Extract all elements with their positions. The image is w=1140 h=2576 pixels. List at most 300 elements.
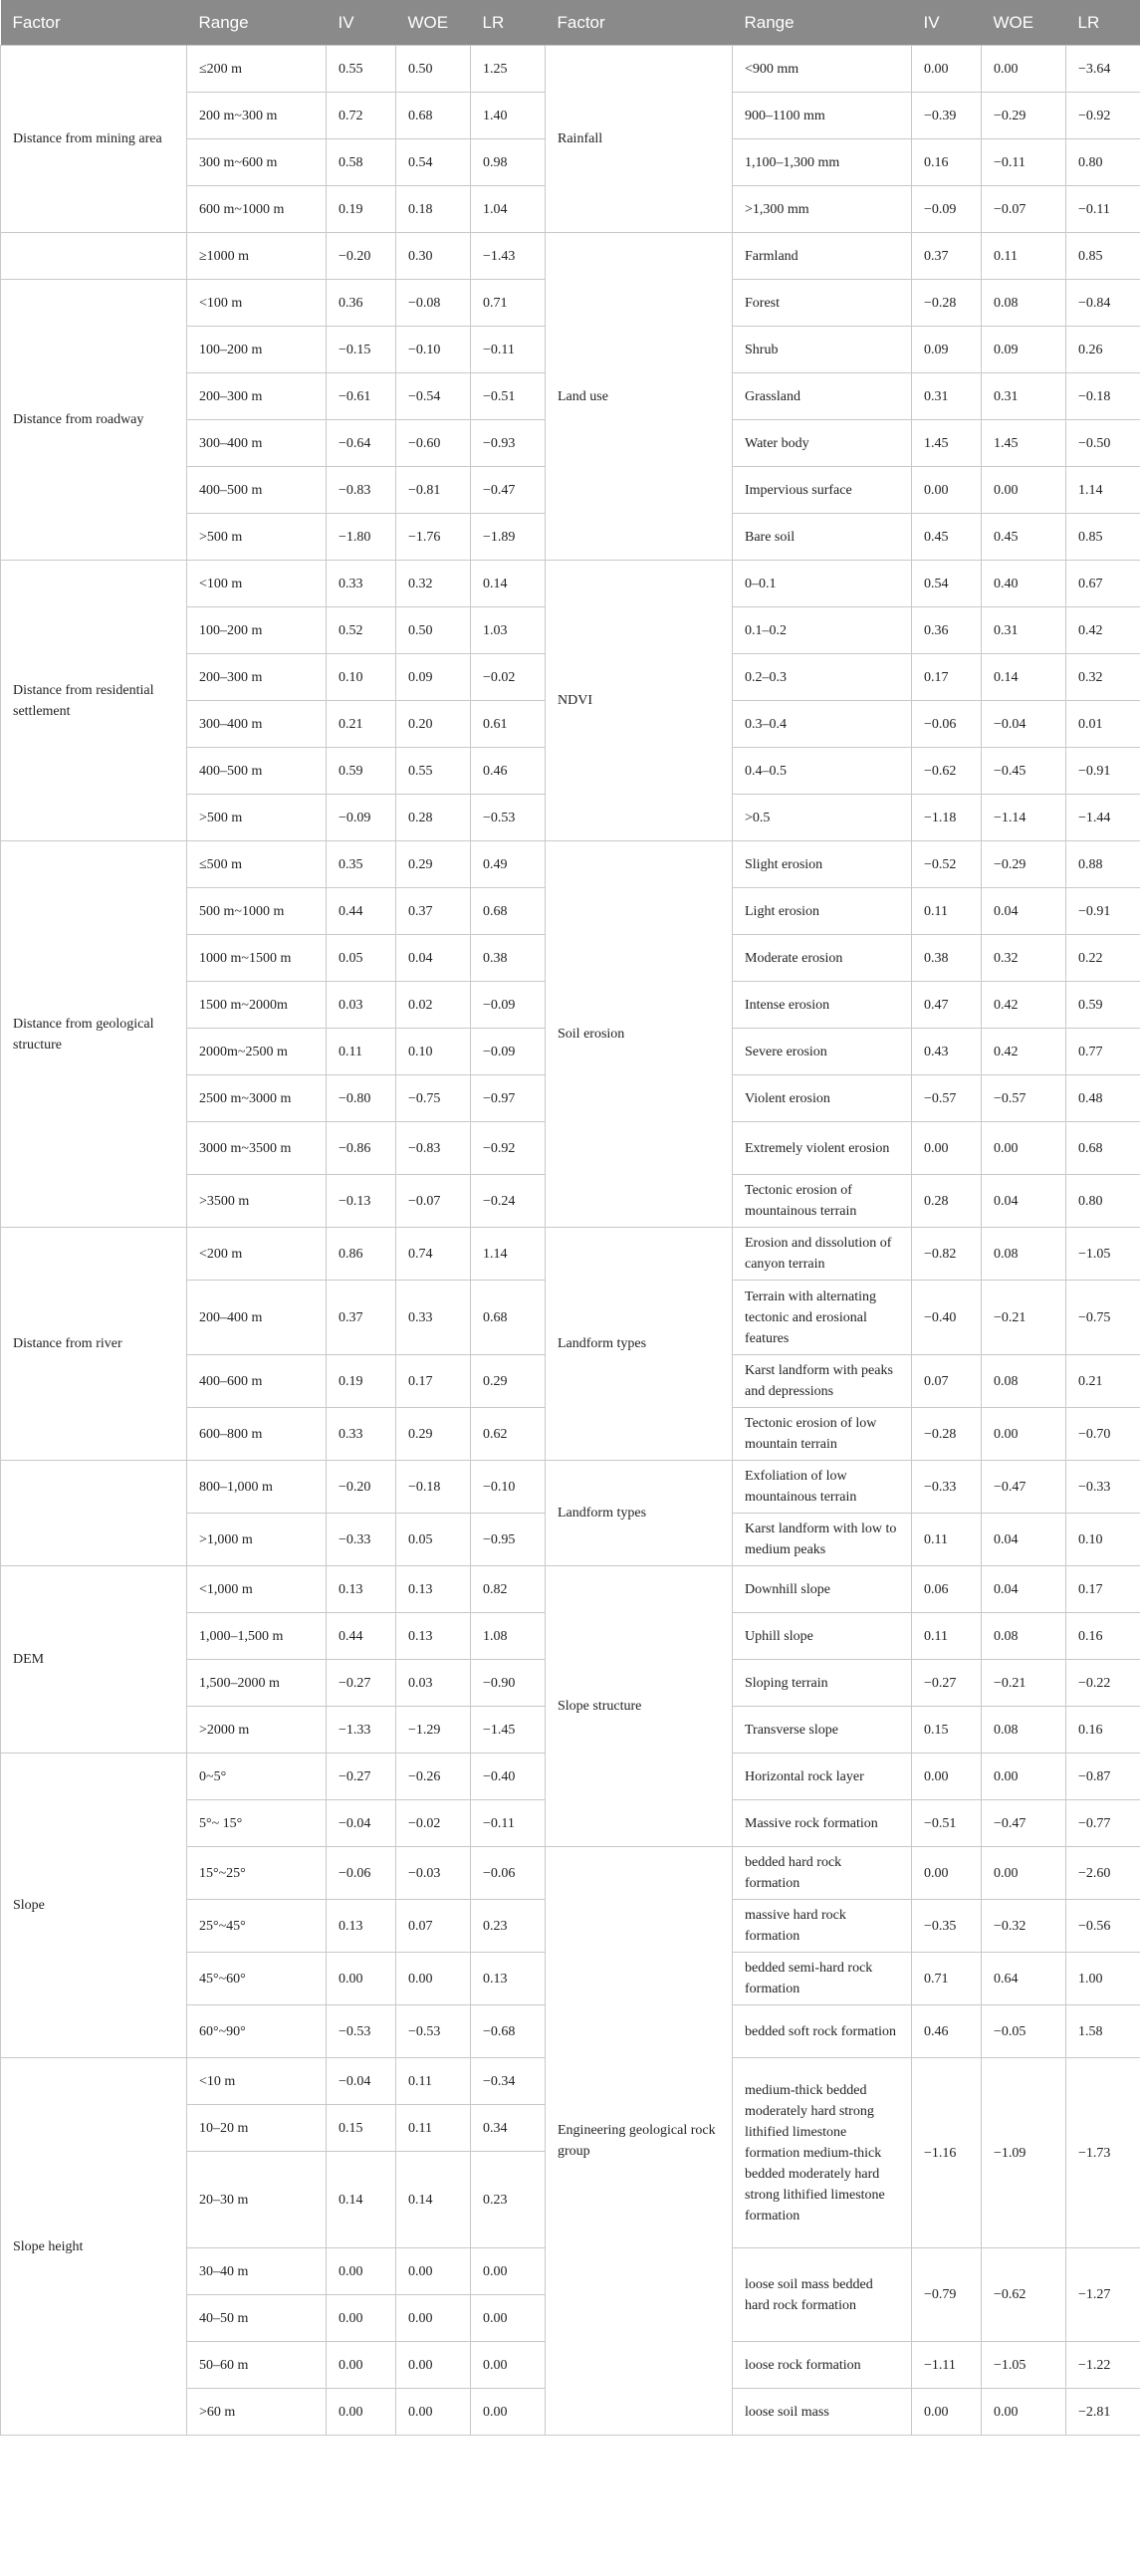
table-cell: 0.38 xyxy=(471,935,546,982)
table-cell: −0.54 xyxy=(396,373,471,420)
table-cell: −0.75 xyxy=(1066,1281,1140,1355)
table-cell: 0.03 xyxy=(396,1660,471,1707)
table-cell: 0.15 xyxy=(912,1707,982,1754)
table-cell: 0.17 xyxy=(1066,1566,1140,1613)
table-cell: −0.29 xyxy=(982,93,1066,139)
table-cell: 0.46 xyxy=(471,748,546,795)
table-cell: loose soil mass xyxy=(733,2389,912,2436)
table-cell: −0.51 xyxy=(471,373,546,420)
table-cell: 0.33 xyxy=(396,1281,471,1355)
table-cell: −0.11 xyxy=(471,1800,546,1847)
table-cell: −0.28 xyxy=(912,280,982,327)
table-cell: 200 m~300 m xyxy=(187,93,327,139)
table-cell: −0.77 xyxy=(1066,1800,1140,1847)
table-cell: 0.46 xyxy=(912,2005,982,2058)
factor-cell: Distance from mining area xyxy=(1,46,187,233)
table-cell: Extremely violent erosion xyxy=(733,1122,912,1175)
table-cell: 10–20 m xyxy=(187,2105,327,2152)
table-cell: 0.00 xyxy=(396,2295,471,2342)
table-cell: 0.04 xyxy=(982,1566,1066,1613)
table-cell: 0.55 xyxy=(327,46,396,93)
table-cell: 0.14 xyxy=(982,654,1066,701)
table-cell: 0.04 xyxy=(982,1514,1066,1566)
table-cell: −1.76 xyxy=(396,514,471,561)
table-cell: −0.87 xyxy=(1066,1754,1140,1800)
table-cell: 0.37 xyxy=(396,888,471,935)
table-cell: −0.22 xyxy=(1066,1660,1140,1707)
table-cell: −0.47 xyxy=(471,467,546,514)
table-cell: 5°~ 15° xyxy=(187,1800,327,1847)
table-cell: −1.22 xyxy=(1066,2342,1140,2389)
table-cell: −0.27 xyxy=(912,1660,982,1707)
table-cell: bedded hard rock formation xyxy=(733,1847,912,1900)
table-cell: −0.97 xyxy=(471,1075,546,1122)
table-cell: 0.00 xyxy=(982,1754,1066,1800)
table-cell: 0.00 xyxy=(912,1754,982,1800)
table-cell: 500 m~1000 m xyxy=(187,888,327,935)
table-cell: −0.04 xyxy=(982,701,1066,748)
table-cell: 0.28 xyxy=(396,795,471,841)
table-cell: −0.15 xyxy=(327,327,396,373)
table-cell: 0.30 xyxy=(396,233,471,280)
header-factor: Factor xyxy=(1,0,187,46)
table-cell: Karst landform with low to medium peaks xyxy=(733,1514,912,1566)
table-cell: 0.72 xyxy=(327,93,396,139)
table-cell: Tectonic erosion of mountainous terrain xyxy=(733,1175,912,1228)
table-cell: 1500 m~2000m xyxy=(187,982,327,1029)
table-cell: 30–40 m xyxy=(187,2248,327,2295)
header-iv-2: IV xyxy=(912,0,982,46)
table-cell: 600 m~1000 m xyxy=(187,186,327,233)
table-cell: 0.21 xyxy=(1066,1355,1140,1408)
table-cell: −3.64 xyxy=(1066,46,1140,93)
table-row xyxy=(1,1461,1140,1514)
table-cell: −0.80 xyxy=(327,1075,396,1122)
table-cell: −0.53 xyxy=(396,2005,471,2058)
table-cell: 0.11 xyxy=(912,888,982,935)
table-cell: −0.51 xyxy=(912,1800,982,1847)
table-cell: 1,000–1,500 m xyxy=(187,1613,327,1660)
table-cell: 0.48 xyxy=(1066,1075,1140,1122)
table-cell: 0.14 xyxy=(471,561,546,607)
table-cell: 1.04 xyxy=(471,186,546,233)
table-cell: 400–500 m xyxy=(187,467,327,514)
table-cell: 0.00 xyxy=(396,2389,471,2436)
table-cell: −1.11 xyxy=(912,2342,982,2389)
table-cell: 0.80 xyxy=(1066,1175,1140,1228)
table-cell: 0.86 xyxy=(327,1228,396,1281)
table-cell: −0.95 xyxy=(471,1514,546,1566)
table-cell: −0.03 xyxy=(396,1847,471,1900)
table-cell: 0.00 xyxy=(396,2248,471,2295)
table-cell: −0.82 xyxy=(912,1228,982,1281)
table-cell: 0.42 xyxy=(1066,607,1140,654)
table-cell: 0.00 xyxy=(982,2389,1066,2436)
factor-cell: Slope structure xyxy=(546,1566,733,1847)
table-cell: −0.53 xyxy=(327,2005,396,2058)
factor-cell: Rainfall xyxy=(546,46,733,233)
table-cell: Violent erosion xyxy=(733,1075,912,1122)
table-cell: 0.11 xyxy=(396,2105,471,2152)
factor-cell: Landform types xyxy=(546,1228,733,1461)
table-cell: Slight erosion xyxy=(733,841,912,888)
table-cell: 0.17 xyxy=(912,654,982,701)
table-cell: −0.05 xyxy=(982,2005,1066,2058)
table-cell: −0.47 xyxy=(982,1461,1066,1514)
table-cell: 0.22 xyxy=(1066,935,1140,982)
table-cell: Impervious surface xyxy=(733,467,912,514)
table-cell: 0.43 xyxy=(912,1029,982,1075)
table-cell: 0.29 xyxy=(471,1355,546,1408)
table-cell: 0.71 xyxy=(471,280,546,327)
table-cell: −0.10 xyxy=(396,327,471,373)
table-cell: 0.00 xyxy=(982,46,1066,93)
table-cell: −0.35 xyxy=(912,1900,982,1953)
table-cell: Erosion and dissolution of canyon terrain xyxy=(733,1228,912,1281)
factor-cell xyxy=(1,1461,187,1566)
table-cell: 0.29 xyxy=(396,841,471,888)
table-cell: −1.43 xyxy=(471,233,546,280)
table-cell: 0.23 xyxy=(471,2152,546,2248)
table-cell: 0.00 xyxy=(327,2389,396,2436)
table-cell: 0.18 xyxy=(396,186,471,233)
table-cell: 200–300 m xyxy=(187,373,327,420)
table-cell: 0.08 xyxy=(982,1228,1066,1281)
table-cell: −0.75 xyxy=(396,1075,471,1122)
table-cell: −0.79 xyxy=(912,2248,982,2342)
table-cell: 0.01 xyxy=(1066,701,1140,748)
table-cell: 0.04 xyxy=(982,1175,1066,1228)
table-cell: −0.83 xyxy=(327,467,396,514)
table-cell: 0.67 xyxy=(1066,561,1140,607)
table-cell: 0.82 xyxy=(471,1566,546,1613)
table-cell: 0.31 xyxy=(912,373,982,420)
table-cell: Massive rock formation xyxy=(733,1800,912,1847)
factor-cell: Soil erosion xyxy=(546,841,733,1228)
table-cell: <900 mm xyxy=(733,46,912,93)
table-cell: 0.49 xyxy=(471,841,546,888)
table-cell: 25°~45° xyxy=(187,1900,327,1953)
table-cell: −0.40 xyxy=(471,1754,546,1800)
table-cell: 3000 m~3500 m xyxy=(187,1122,327,1175)
table-cell: 0.47 xyxy=(912,982,982,1029)
table-cell: −0.09 xyxy=(912,186,982,233)
table-cell: 0.15 xyxy=(327,2105,396,2152)
factor-cell: DEM xyxy=(1,1566,187,1754)
table-cell: 0.17 xyxy=(396,1355,471,1408)
table-cell: −1.45 xyxy=(471,1707,546,1754)
table-cell: 20–30 m xyxy=(187,2152,327,2248)
factor-cell: Slope height xyxy=(1,2058,187,2436)
table-cell: 0.09 xyxy=(912,327,982,373)
table-cell: 0.31 xyxy=(982,607,1066,654)
factor-cell: Distance from roadway xyxy=(1,280,187,561)
table-cell: 0.00 xyxy=(982,1122,1066,1175)
table-cell: −0.83 xyxy=(396,1122,471,1175)
table-cell: 0.00 xyxy=(327,2342,396,2389)
table-cell: 1.00 xyxy=(1066,1953,1140,2005)
table-cell: −1.33 xyxy=(327,1707,396,1754)
table-cell: 0.33 xyxy=(327,1408,396,1461)
table-cell: −1.73 xyxy=(1066,2058,1140,2248)
table-cell: −0.09 xyxy=(471,1029,546,1075)
table-cell: −0.91 xyxy=(1066,888,1140,935)
table-cell: −0.06 xyxy=(912,701,982,748)
table-cell: −0.06 xyxy=(327,1847,396,1900)
table-cell: Grassland xyxy=(733,373,912,420)
table-cell: −0.47 xyxy=(982,1800,1066,1847)
table-cell: 0.08 xyxy=(982,1613,1066,1660)
table-cell: 0.34 xyxy=(471,2105,546,2152)
table-cell: 1.40 xyxy=(471,93,546,139)
table-cell: −0.81 xyxy=(396,467,471,514)
table-cell: −0.91 xyxy=(1066,748,1140,795)
table-cell: 1.45 xyxy=(982,420,1066,467)
table-cell: −1.14 xyxy=(982,795,1066,841)
table-row xyxy=(1,46,1140,93)
table-cell: 0.32 xyxy=(396,561,471,607)
table-cell: 0.00 xyxy=(471,2295,546,2342)
table-cell: −0.18 xyxy=(396,1461,471,1514)
table-cell: −0.53 xyxy=(471,795,546,841)
table-cell: bedded semi-hard rock formation xyxy=(733,1953,912,2005)
table-cell: −0.57 xyxy=(982,1075,1066,1122)
table-cell: 0.14 xyxy=(327,2152,396,2248)
table-cell: 0.00 xyxy=(982,1847,1066,1900)
table-cell: 0~5° xyxy=(187,1754,327,1800)
table-cell: 0.11 xyxy=(982,233,1066,280)
table-cell: massive hard rock formation xyxy=(733,1900,912,1953)
table-cell: −2.60 xyxy=(1066,1847,1140,1900)
table-cell: 50–60 m xyxy=(187,2342,327,2389)
table-cell: 0.32 xyxy=(1066,654,1140,701)
table-cell: Shrub xyxy=(733,327,912,373)
table-cell: >0.5 xyxy=(733,795,912,841)
table-cell: 1.08 xyxy=(471,1613,546,1660)
table-cell: −0.70 xyxy=(1066,1408,1140,1461)
table-row xyxy=(1,233,1140,280)
table-body xyxy=(1,46,1140,2436)
table-cell: Horizontal rock layer xyxy=(733,1754,912,1800)
table-cell: −0.21 xyxy=(982,1660,1066,1707)
table-cell: 0.55 xyxy=(396,748,471,795)
table-cell: 0.13 xyxy=(327,1566,396,1613)
table-cell: −1.16 xyxy=(912,2058,982,2248)
table-cell: −0.33 xyxy=(912,1461,982,1514)
factor-cell: NDVI xyxy=(546,561,733,841)
table-cell: −1.05 xyxy=(982,2342,1066,2389)
table-cell: −0.18 xyxy=(1066,373,1140,420)
table-cell: −0.24 xyxy=(471,1175,546,1228)
table-cell: 0.13 xyxy=(327,1900,396,1953)
table-cell: 0.58 xyxy=(327,139,396,186)
table-cell: 0.11 xyxy=(327,1029,396,1075)
table-cell: 0.00 xyxy=(912,1122,982,1175)
table-cell: 0.85 xyxy=(1066,514,1140,561)
table-cell: 0.77 xyxy=(1066,1029,1140,1075)
table-header xyxy=(1,0,1140,46)
table-cell: Terrain with alternating tectonic and erosional features xyxy=(733,1281,912,1355)
table-cell: 0.00 xyxy=(327,2295,396,2342)
table-cell: 0.29 xyxy=(396,1408,471,1461)
table-cell: −0.93 xyxy=(471,420,546,467)
table-cell: 2500 m~3000 m xyxy=(187,1075,327,1122)
table-cell: 0.00 xyxy=(982,467,1066,514)
table-cell: 0.38 xyxy=(912,935,982,982)
table-cell: 300–400 m xyxy=(187,701,327,748)
table-cell: 0.62 xyxy=(471,1408,546,1461)
header-iv: IV xyxy=(327,0,396,46)
table-cell: loose soil mass bedded hard rock formation xyxy=(733,2248,912,2342)
table-cell: 1.58 xyxy=(1066,2005,1140,2058)
table-cell: −0.29 xyxy=(982,841,1066,888)
table-cell: −0.52 xyxy=(912,841,982,888)
table-cell: 0.45 xyxy=(912,514,982,561)
table-cell: −0.02 xyxy=(396,1800,471,1847)
table-cell: 0.16 xyxy=(912,139,982,186)
header-factor-2: Factor xyxy=(546,0,733,46)
table-cell: ≤500 m xyxy=(187,841,327,888)
table-cell: Uphill slope xyxy=(733,1613,912,1660)
table-cell: 0.05 xyxy=(396,1514,471,1566)
table-cell: −1.89 xyxy=(471,514,546,561)
table-cell: <100 m xyxy=(187,280,327,327)
table-cell: 0.20 xyxy=(396,701,471,748)
header-lr-2: LR xyxy=(1066,0,1140,46)
header-range: Range xyxy=(187,0,327,46)
table-cell: 0.21 xyxy=(327,701,396,748)
table-cell: 0.59 xyxy=(327,748,396,795)
table-cell: ≤200 m xyxy=(187,46,327,93)
table-cell: 0.07 xyxy=(396,1900,471,1953)
header-row xyxy=(1,0,1140,46)
table-cell: 0.10 xyxy=(396,1029,471,1075)
table-cell: 60°~90° xyxy=(187,2005,327,2058)
table-cell: −0.02 xyxy=(471,654,546,701)
table-cell: 0.33 xyxy=(327,561,396,607)
table-cell: >500 m xyxy=(187,514,327,561)
table-cell: 0.44 xyxy=(327,888,396,935)
table-cell: −0.50 xyxy=(1066,420,1140,467)
table-cell: 0.13 xyxy=(396,1566,471,1613)
header-woe-2: WOE xyxy=(982,0,1066,46)
table-row xyxy=(1,1228,1140,1281)
table-cell: Exfoliation of low mountainous terrain xyxy=(733,1461,912,1514)
table-cell: 0.40 xyxy=(982,561,1066,607)
table-cell: −0.13 xyxy=(327,1175,396,1228)
table-cell: Forest xyxy=(733,280,912,327)
table-cell: −0.40 xyxy=(912,1281,982,1355)
table-row xyxy=(1,1566,1140,1613)
table-cell: <1,000 m xyxy=(187,1566,327,1613)
table-cell: Downhill slope xyxy=(733,1566,912,1613)
table-cell: 1.14 xyxy=(1066,467,1140,514)
table-cell: 0.04 xyxy=(396,935,471,982)
table-cell: Light erosion xyxy=(733,888,912,935)
table-cell: 0.19 xyxy=(327,186,396,233)
table-cell: −0.62 xyxy=(912,748,982,795)
table-cell: −0.10 xyxy=(471,1461,546,1514)
table-cell: Intense erosion xyxy=(733,982,912,1029)
table-cell: >1,000 m xyxy=(187,1514,327,1566)
table-cell: ≥1000 m xyxy=(187,233,327,280)
factor-cell: Slope xyxy=(1,1754,187,2058)
table-cell: Karst landform with peaks and depressions xyxy=(733,1355,912,1408)
table-cell: 0.54 xyxy=(396,139,471,186)
table-row xyxy=(1,841,1140,888)
header-lr: LR xyxy=(471,0,546,46)
table-cell: 0.13 xyxy=(471,1953,546,2005)
table-cell: −0.62 xyxy=(982,2248,1066,2342)
table-cell: −0.39 xyxy=(912,93,982,139)
header-woe: WOE xyxy=(396,0,471,46)
table-cell: −0.11 xyxy=(1066,186,1140,233)
table-cell: −0.08 xyxy=(396,280,471,327)
table-cell: 0.09 xyxy=(982,327,1066,373)
table-cell: 0.16 xyxy=(1066,1707,1140,1754)
table-cell: −0.21 xyxy=(982,1281,1066,1355)
table-cell: <200 m xyxy=(187,1228,327,1281)
table-cell: 0.31 xyxy=(982,373,1066,420)
table-cell: 45°~60° xyxy=(187,1953,327,2005)
table-cell: Severe erosion xyxy=(733,1029,912,1075)
table-cell: 0.08 xyxy=(982,1707,1066,1754)
table-cell: −0.57 xyxy=(912,1075,982,1122)
table-cell: −0.04 xyxy=(327,1800,396,1847)
table-cell: 0.00 xyxy=(912,46,982,93)
table-cell: >3500 m xyxy=(187,1175,327,1228)
table-cell: 0.23 xyxy=(471,1900,546,1953)
table-cell: −0.26 xyxy=(396,1754,471,1800)
table-cell: 0.71 xyxy=(912,1953,982,2005)
table-cell: 0.68 xyxy=(471,1281,546,1355)
table-cell: 100–200 m xyxy=(187,607,327,654)
table-cell: −1.27 xyxy=(1066,2248,1140,2342)
table-cell: −0.27 xyxy=(327,1660,396,1707)
table-cell: Farmland xyxy=(733,233,912,280)
table-cell: −0.64 xyxy=(327,420,396,467)
table-cell: bedded soft rock formation xyxy=(733,2005,912,2058)
table-cell: 0.68 xyxy=(1066,1122,1140,1175)
table-cell: 0.08 xyxy=(982,280,1066,327)
table-cell: 0.64 xyxy=(982,1953,1066,2005)
table-cell: −0.84 xyxy=(1066,280,1140,327)
table-cell: −0.68 xyxy=(471,2005,546,2058)
table-cell: 0.00 xyxy=(471,2342,546,2389)
table-cell: −1.44 xyxy=(1066,795,1140,841)
table-cell: 0–0.1 xyxy=(733,561,912,607)
table-cell: 0.80 xyxy=(1066,139,1140,186)
factor-cell: Distance from river xyxy=(1,1228,187,1461)
table-cell: 0.10 xyxy=(1066,1514,1140,1566)
table-cell: 0.42 xyxy=(982,1029,1066,1075)
factor-cell: Distance from residential settlement xyxy=(1,561,187,841)
table-cell: 0.19 xyxy=(327,1355,396,1408)
table-cell: 0.50 xyxy=(396,607,471,654)
table-cell: Bare soil xyxy=(733,514,912,561)
table-cell: 0.52 xyxy=(327,607,396,654)
table-cell: 0.00 xyxy=(912,1847,982,1900)
table-cell: 0.68 xyxy=(471,888,546,935)
table-cell: 0.26 xyxy=(1066,327,1140,373)
factor-cell: Land use xyxy=(546,233,733,561)
table-cell: 200–400 m xyxy=(187,1281,327,1355)
table-cell: −0.33 xyxy=(327,1514,396,1566)
table-cell: 1.03 xyxy=(471,607,546,654)
table-cell: 0.08 xyxy=(982,1355,1066,1408)
table-cell: 0.32 xyxy=(982,935,1066,982)
table-cell: −0.06 xyxy=(471,1847,546,1900)
